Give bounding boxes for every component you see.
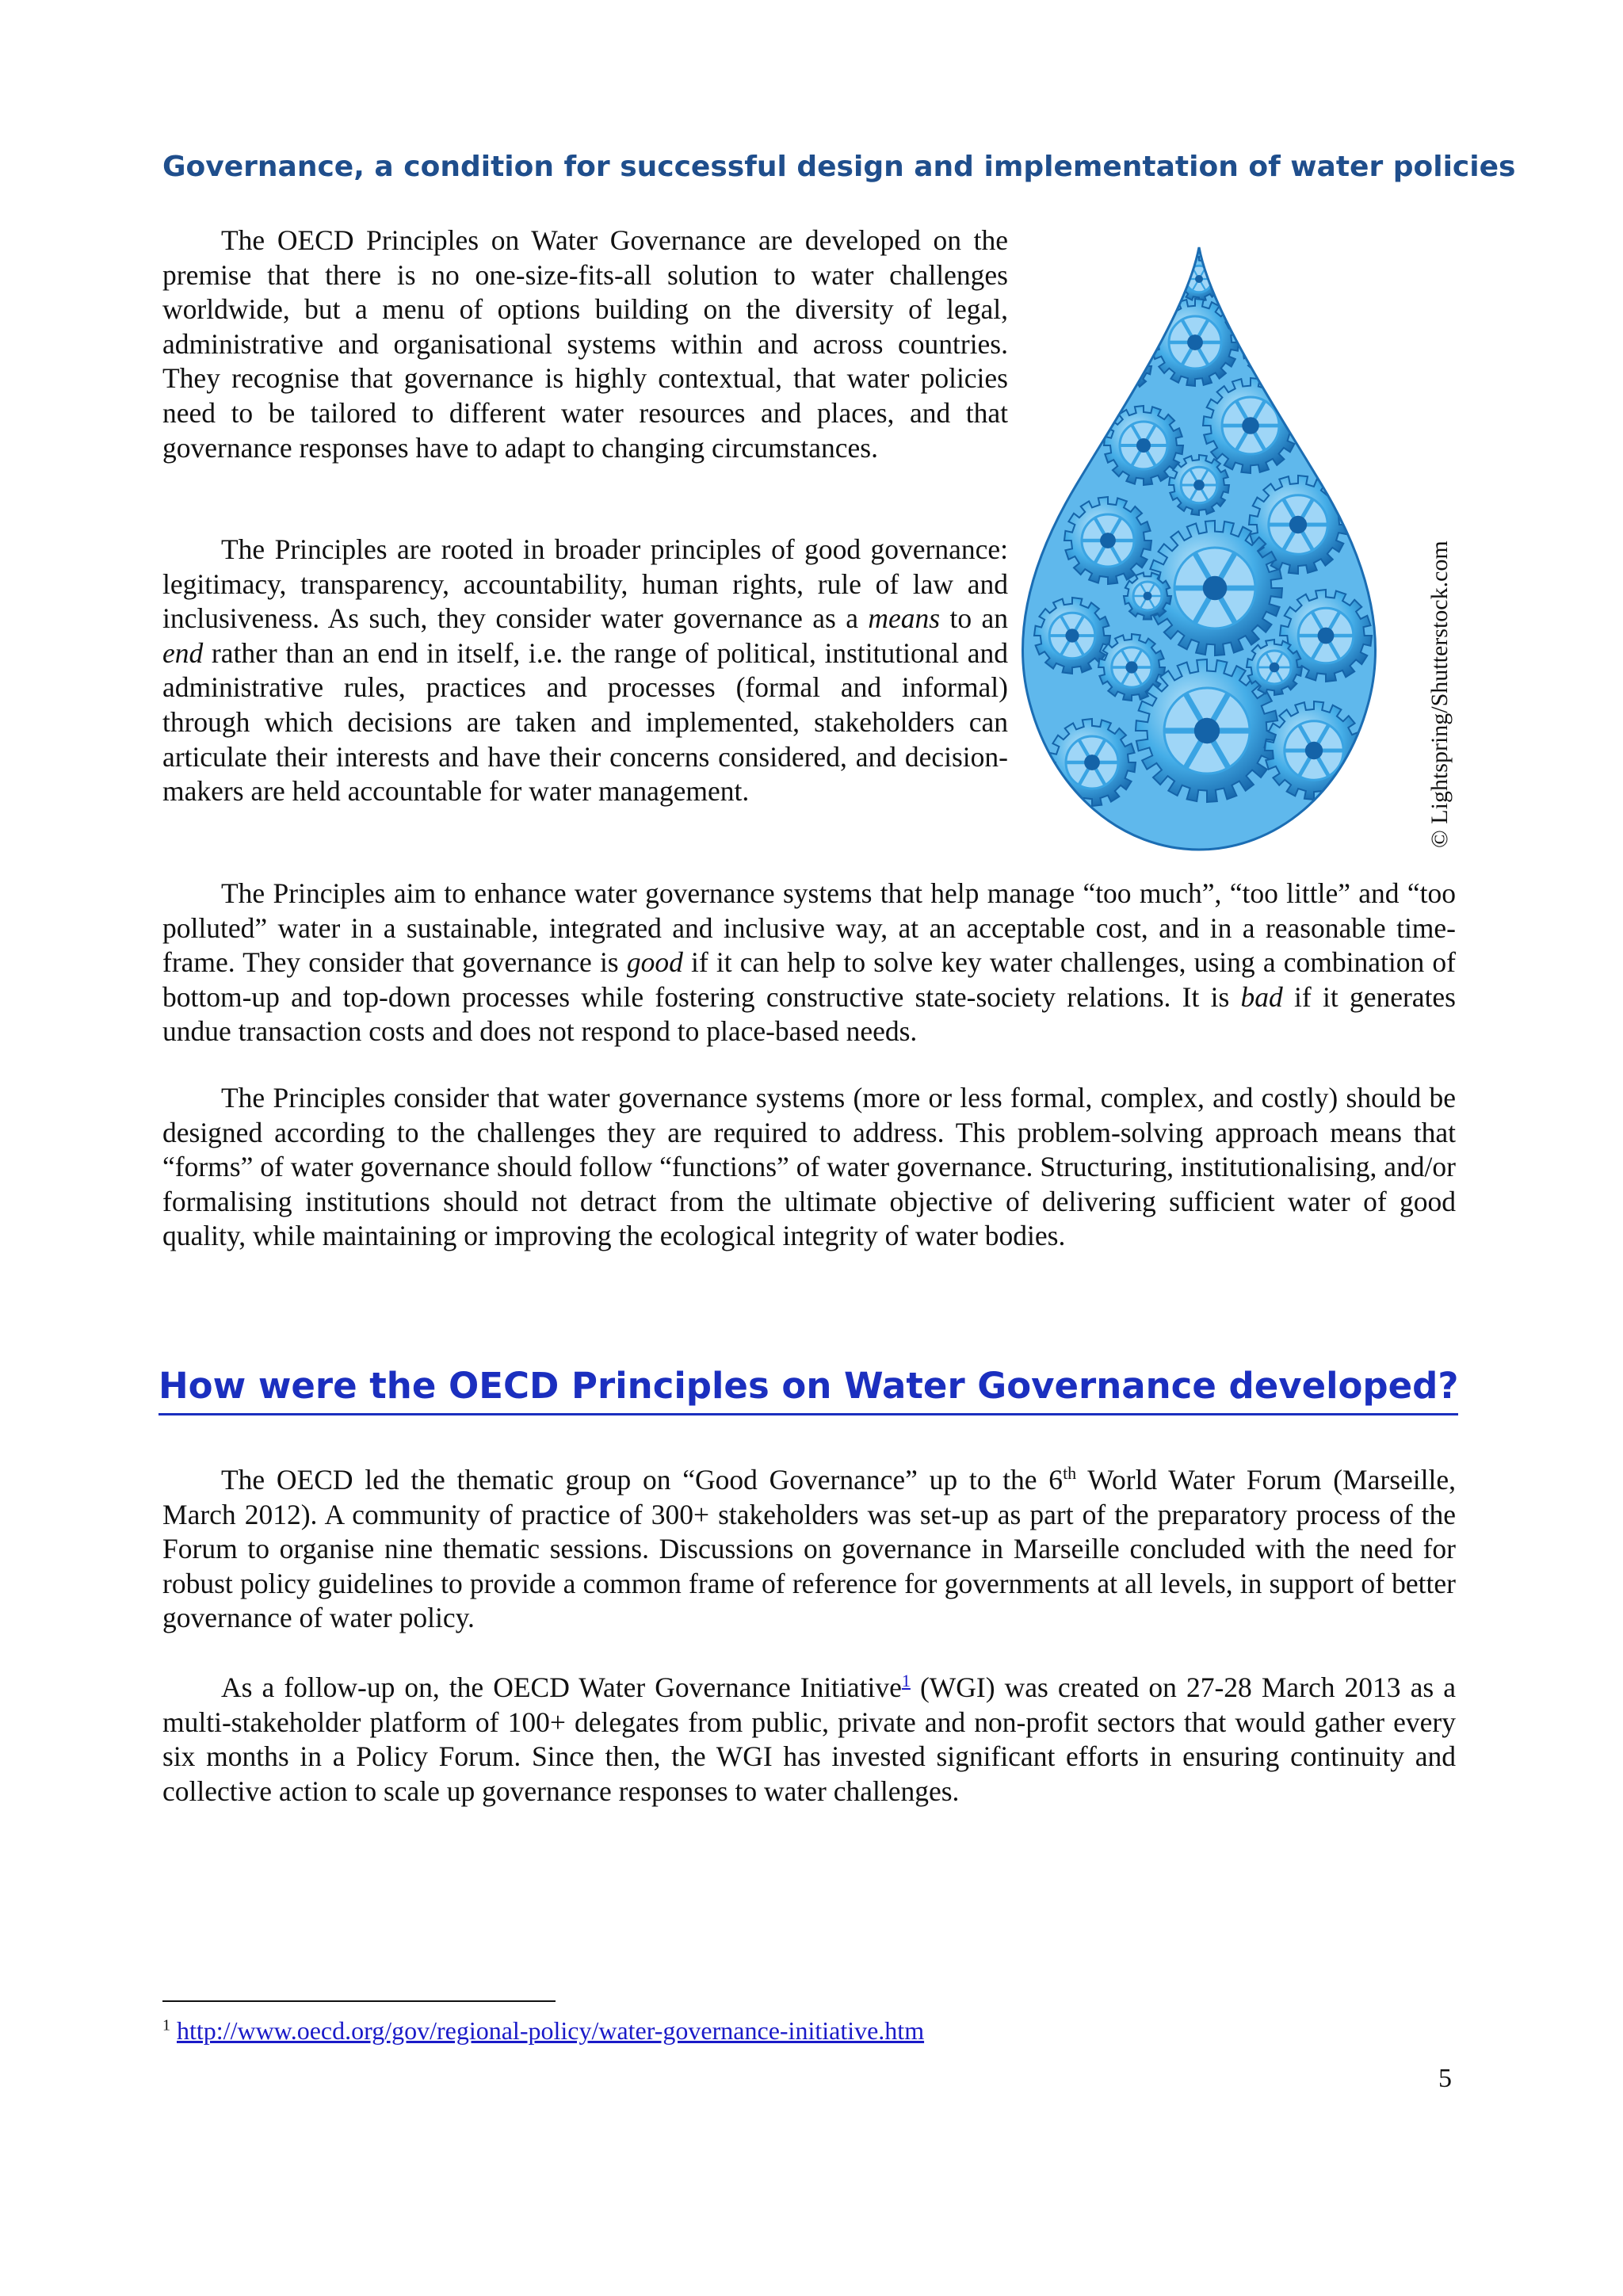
gear-drop-illustration <box>1013 223 1385 858</box>
text: The Principles are rooted in broader principles of good governance: legitimacy, transparency, accountability, human rights, rule of law and inclusiveness. As such, they consider water governance as a <box>162 533 1008 635</box>
paragraph-follow-up <box>162 1671 1456 1809</box>
superscript-th: th <box>1063 1463 1077 1484</box>
gear-hub <box>1305 742 1323 759</box>
text: The Principles aim to enhance water governance systems that help manage “too much”, “too little” and “too polluted” water in a sustainable, integrated and inclusive way, at an acceptable cost, and in a reasonable time-frame. They consider that governance is <box>162 877 1456 979</box>
gear-spoke <box>1259 350 1266 363</box>
gear-hub <box>1242 417 1259 434</box>
gear-hub <box>1187 334 1203 350</box>
gear-spoke <box>1266 350 1274 363</box>
text: The OECD led the thematic group on “Good Governance” up to the 6 <box>221 1464 1064 1496</box>
gear-hub <box>1318 628 1335 644</box>
gear-cluster <box>1023 247 1376 850</box>
text: rather than an end in itself, i.e. the range of political, institutional and administrative rules, practices and processes (formal and informal) through which decisions are taken and implemented, stakeholders can articulate their interests and have their concerns considered, and decision-makers are held accountable for water management. <box>162 636 1008 808</box>
paragraph-principles-aim <box>162 877 1456 1049</box>
footnote-link[interactable]: http://www.oecd.org/gov/regional-policy/water-governance-initiative.htm <box>177 2016 925 2045</box>
text: World Water Forum (Marseille, March 2012). A community of practice of 300+ stakeholders was set-up as part of the preparatory process of the Forum to organise nine thematic sessions. Discussions on governance in Marseille concluded with the need for robust policy guidelines to provide a common frame of reference for governments at all levels, in support of better governance of water policy. <box>162 1464 1456 1634</box>
text: (WGI) was created on 27-28 March 2013 as a multi-stakeholder platform of 100+ delegates from public, private and non-profit sectors that would gather every six months in a Policy Forum. Since then, the WGI has invested significant efforts in ensuring continuity and collective action to scale up governance responses to water challenges. <box>162 1671 1456 1807</box>
emphasis-end: end <box>162 636 204 669</box>
emphasis-bad: bad <box>1240 980 1283 1013</box>
emphasis-good: good <box>626 946 683 979</box>
paragraph-principles-rooted <box>162 533 1008 809</box>
gear-hub <box>1193 479 1205 491</box>
text: to an <box>940 602 1008 635</box>
gear-spoke <box>1128 366 1135 379</box>
gear-hub <box>1289 516 1307 533</box>
gear-hub <box>1125 661 1137 673</box>
gear-spoke <box>1128 353 1135 366</box>
gear-spoke <box>1266 338 1274 350</box>
emphasis-means: means <box>868 602 941 635</box>
gear-ring <box>1252 336 1281 365</box>
gear-hub <box>1084 755 1100 770</box>
gear-hub <box>1124 362 1132 371</box>
page-number: 5 <box>1438 2064 1452 2093</box>
gear-hub <box>1100 533 1116 548</box>
text: if it can help to solve key water challenges, using a combination of bottom-up and top-down processes while fostering constructive state-society relations. It is <box>162 946 1457 1013</box>
gear-spoke <box>1121 366 1128 379</box>
footnote-separator <box>162 2000 556 2002</box>
text: As a follow-up on, the OECD Water Governance Initiative <box>221 1671 902 1703</box>
gear-hub <box>1136 438 1151 453</box>
footnote-ref-link[interactable]: 1 <box>901 1671 911 1691</box>
paragraph-principles-consider: The Principles consider that water governance systems (more or less formal, complex, and costly) should be designed according to the challenges they are required to address. This problem-solving approach means that “forms” of water governance should follow “functions” of water governance. Structuring, institutionalising, and/or formalising institutions should not detract from the ultimate objective of delivering sufficient water of good quality, while maintaining or improving the ecological integrity of water bodies. <box>162 1082 1456 1252</box>
gear-hub <box>1144 592 1152 601</box>
paragraph-oecd-led <box>162 1463 1456 1636</box>
text: if it generates undue transaction costs and does not respond to place-based needs. <box>162 980 1456 1048</box>
section-heading-governance: Governance, a condition for successful design and implementation of water policies <box>162 151 1516 183</box>
image-credit: © Lightspring/Shutterstock.com <box>1426 541 1453 848</box>
gear-hub <box>1270 663 1280 673</box>
gear-hub <box>1065 628 1079 642</box>
gear-icon <box>1104 343 1151 390</box>
footnote-number: 1 <box>162 2016 170 2034</box>
section-heading-how-developed: How were the OECD Principles on Water Governance developed? <box>158 1365 1458 1415</box>
gear-hub <box>1195 275 1203 283</box>
gear-hub <box>1194 718 1220 743</box>
gear-hub <box>1262 346 1271 355</box>
footnote-reference[interactable] <box>902 1671 911 1690</box>
water-drop-gears-image <box>1013 223 1385 858</box>
footnote <box>162 2016 924 2046</box>
gear-spoke <box>1259 338 1266 350</box>
gear-spoke <box>1121 353 1128 366</box>
gear-hub <box>1203 576 1228 601</box>
paragraph-principles-intro: The OECD Principles on Water Governance are developed on the premise that there is no one-size-fits-all solution to water challenges worldwide, but a menu of options building on the diversity of legal, administrative and organisational systems within and across countries. They recognise that governance is highly contextual, that water policies need to be tailored to different water resources and places, and that governance responses have to adapt to changing circumstances. <box>162 224 1008 464</box>
gear-ring <box>1113 352 1142 380</box>
